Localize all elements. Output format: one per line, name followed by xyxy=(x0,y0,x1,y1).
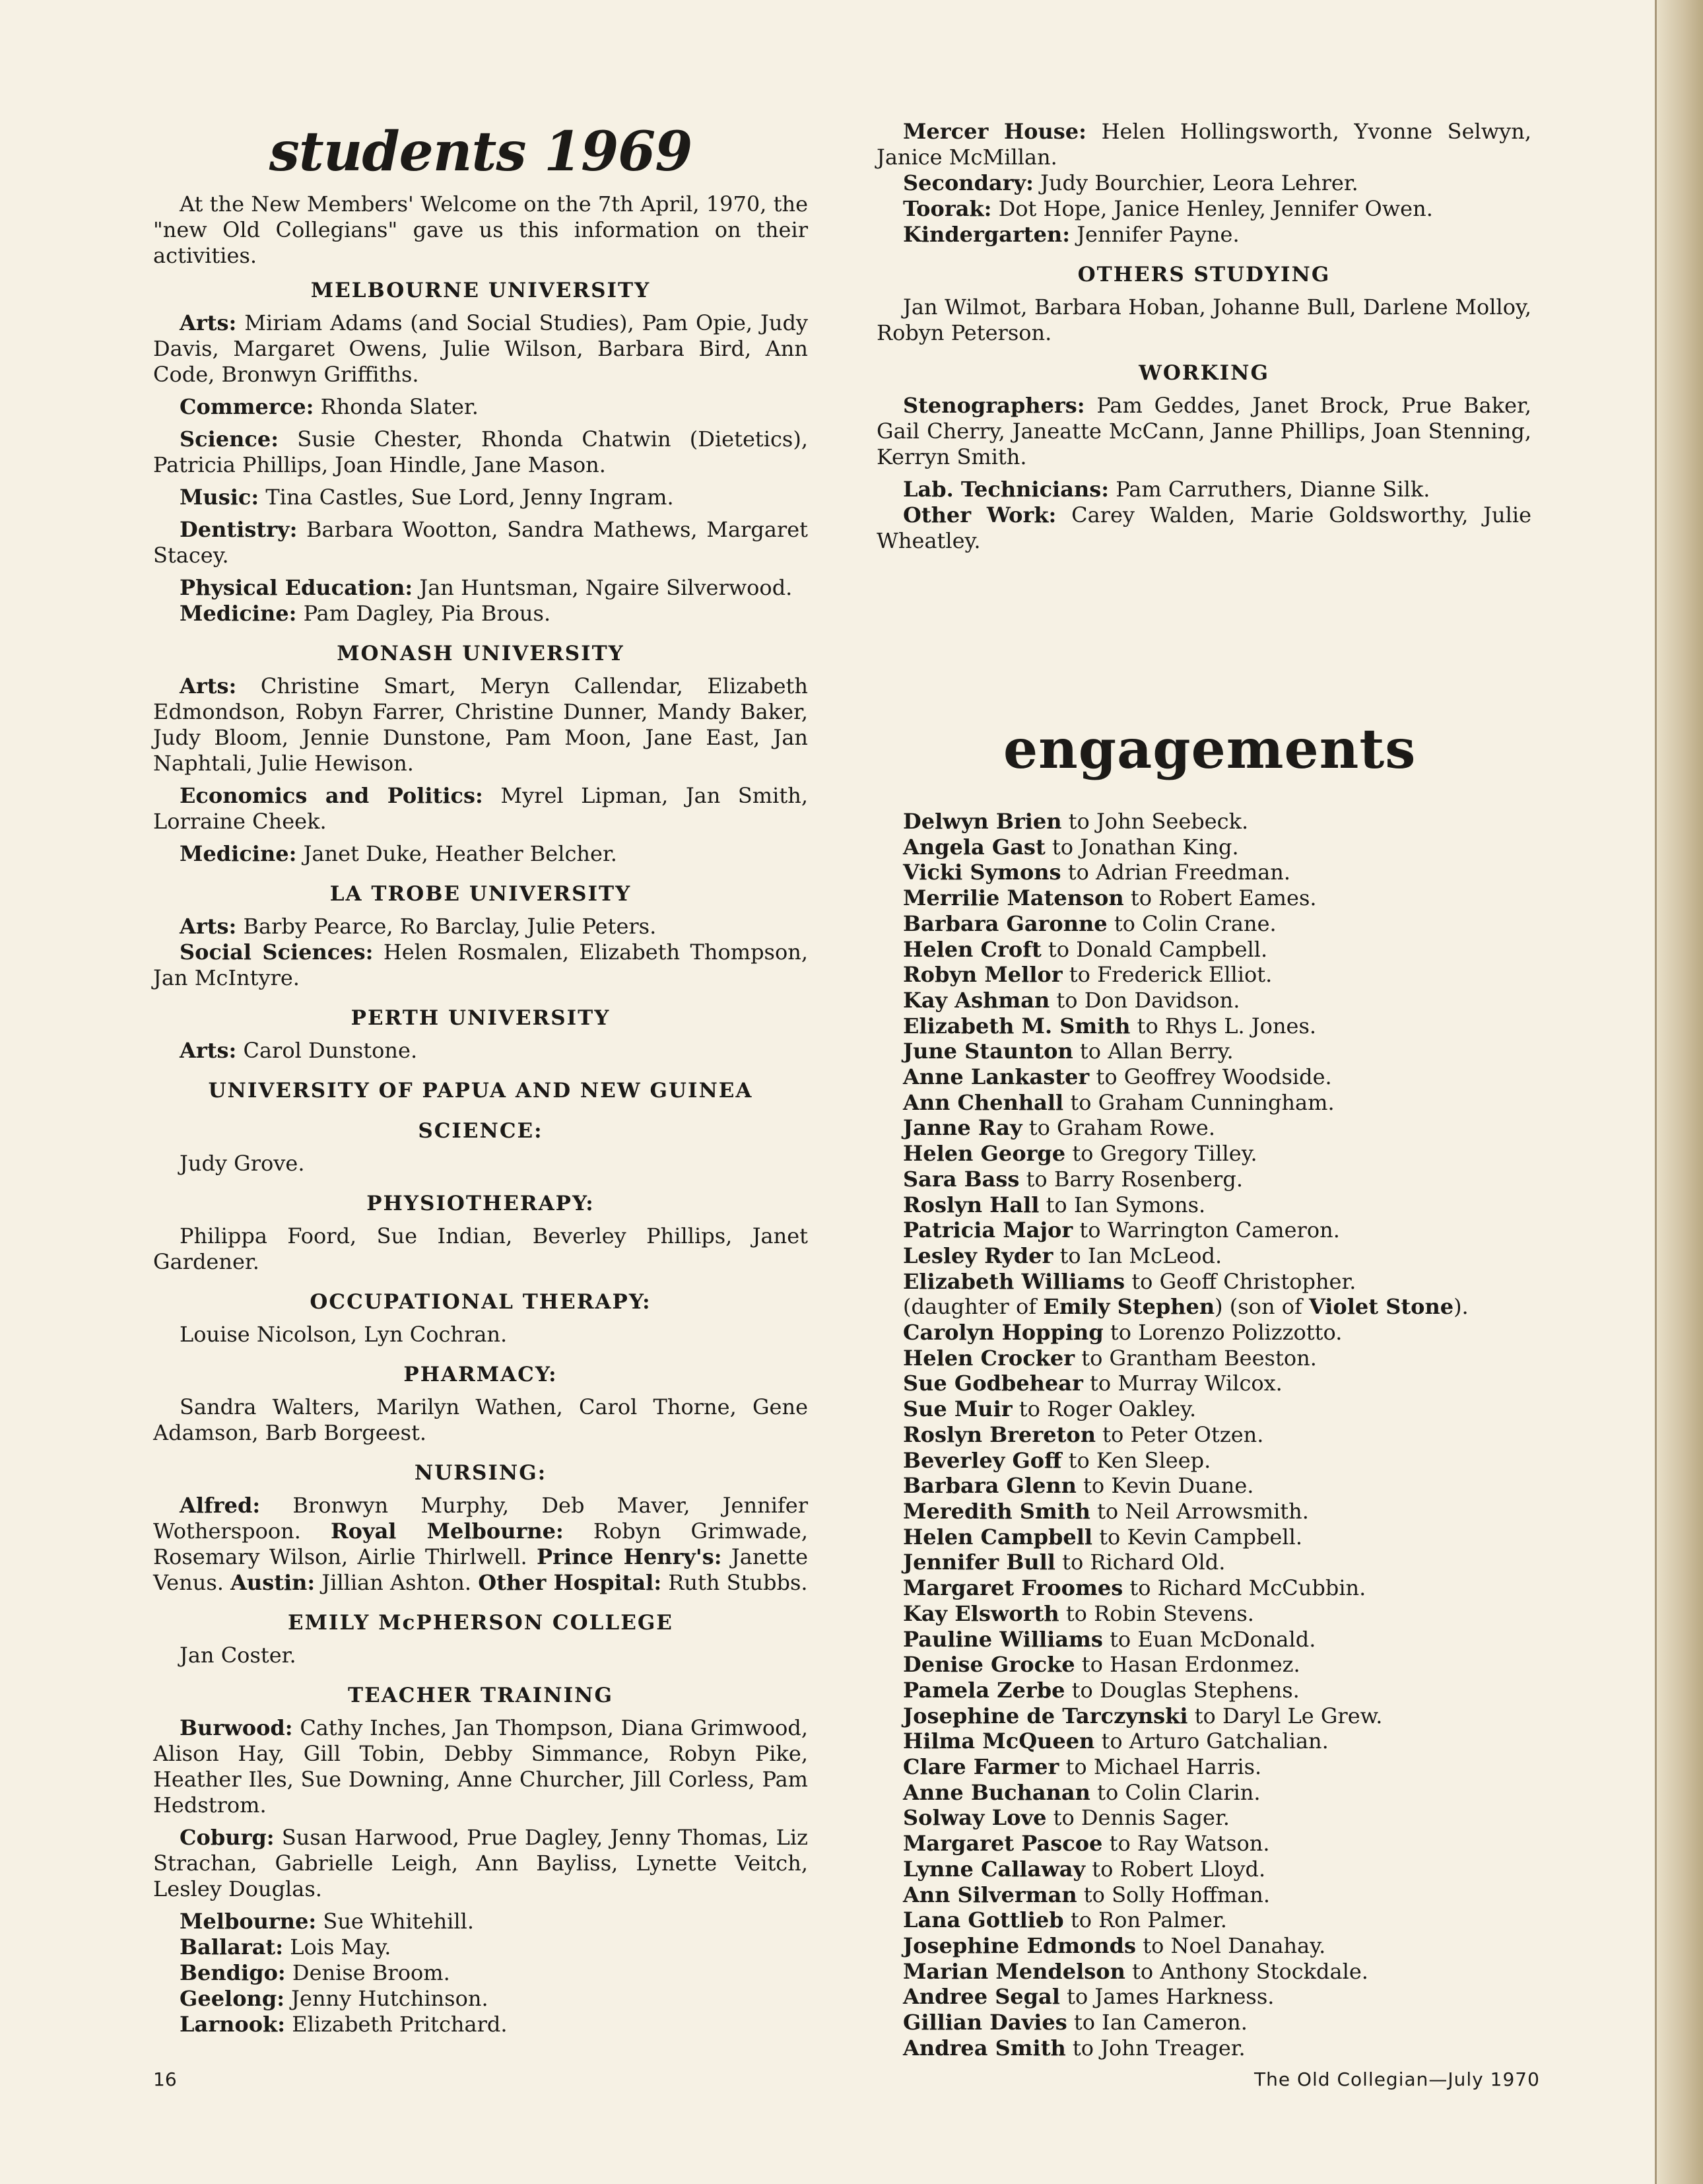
engagement-item: Lynne Callaway to Robert Lloyd. xyxy=(903,1856,1266,1882)
engagement-item: Helen Croft to Donald Campbell. xyxy=(903,936,1268,962)
engagement-item: Sara Bass to Barry Rosenberg. xyxy=(903,1166,1243,1192)
entry-melbourne-science: Science: Susie Chester, Rhonda Chatwin (Dietetics), Patricia Phillips, Joan Hindle, Jane Mason. xyxy=(153,427,809,477)
publication-footer: The Old Collegian—July 1970 xyxy=(1254,2068,1540,2090)
engagement-item: Anne Lankaster to Geoffrey Woodside. xyxy=(903,1064,1332,1090)
entry-melbourne-physical-education: Physical Education: Jan Huntsman, Ngaire Silverwood. xyxy=(180,575,793,600)
engagement-item: Ann Silverman to Solly Hoffman. xyxy=(903,1882,1271,1907)
heading-perth-university: PERTH UNIVERSITY xyxy=(351,1006,611,1030)
entry-teacher-coburg: Coburg: Susan Harwood, Prue Dagley, Jenny Thomas, Liz Strachan, Gabrielle Leigh, Ann Bayliss, Lynette Veitch, Lesley Douglas. xyxy=(153,1825,809,1901)
engagement-item: Beverley Goff to Ken Sleep. xyxy=(903,1447,1211,1473)
entry-melbourne-dentistry: Dentistry: Barbara Wootton, Sandra Mathews, Margaret Stacey. xyxy=(153,517,808,568)
heading-others-studying: OTHERS STUDYING xyxy=(1077,263,1331,287)
entry-papua-science: Judy Grove. xyxy=(180,1151,305,1176)
heading-emily-mcpherson-college: EMILY McPHERSON COLLEGE xyxy=(288,1611,673,1635)
heading-working: WORKING xyxy=(1139,361,1269,385)
entry-monash-economics: Economics and Politics: Myrel Lipman, Jan Smith, Lorraine Cheek. xyxy=(153,783,808,834)
engagement-item: Lana Gottlieb to Ron Palmer. xyxy=(903,1907,1227,1933)
students-title: students 1969 xyxy=(269,120,692,184)
engagement-item: Sue Godbehear to Murray Wilcox. xyxy=(903,1371,1283,1396)
engagement-item: Helen George to Gregory Tilley. xyxy=(903,1141,1257,1167)
engagement-item: Patricia Major to Warrington Cameron. xyxy=(903,1217,1340,1243)
entry-working-stenographers: Stenographers: Pam Geddes, Janet Brock, Prue Baker, Gail Cherry, Janeatte McCann, Janne Phillips, Joan Stenning, Kerryn Smith. xyxy=(877,393,1532,469)
entry-melbourne-music: Music: Tina Castles, Sue Lord, Jenny Ingram. xyxy=(180,485,674,510)
students-intro: At the New Members' Welcome on the 7th April, 1970, the "new Old Collegians" gave us this information on their activities. xyxy=(153,191,808,268)
engagement-item: Denise Grocke to Hasan Erdonmez. xyxy=(903,1652,1300,1678)
engagement-item: Elizabeth Williams to Geoff Christopher. xyxy=(903,1268,1356,1294)
engagement-item: Roslyn Brereton to Peter Otzen. xyxy=(903,1421,1264,1447)
engagement-item: Margaret Pascoe to Ray Watson. xyxy=(903,1831,1270,1857)
entry-teacher-burwood: Burwood: Cathy Inches, Jan Thompson, Diana Grimwood, Alison Hay, Gill Tobin, Debby Simmance, Robyn Pike, Heather Iles, Sue Downing, Anne Churcher, Jill Corless, Pam Hedstrom. xyxy=(153,1715,809,1818)
engagement-item: Robyn Mellor to Frederick Elliot. xyxy=(903,962,1273,988)
engagement-item: Josephine Edmonds to Noel Danahay. xyxy=(903,1932,1326,1958)
heading-papua-new-guinea: UNIVERSITY OF PAPUA AND NEW GUINEA xyxy=(208,1079,753,1103)
engagement-item: Angela Gast to Jonathan King. xyxy=(903,834,1239,860)
engagement-item: (daughter of Emily Stephen) (son of Violet Stone). xyxy=(903,1294,1469,1320)
engagement-item: Jennifer Bull to Richard Old. xyxy=(903,1550,1226,1575)
engagement-item: Elizabeth M. Smith to Rhys L. Jones. xyxy=(903,1013,1317,1039)
engagement-item: Sue Muir to Roger Oakley. xyxy=(903,1396,1197,1422)
heading-papua-pharmacy: PHARMACY: xyxy=(403,1363,558,1386)
entry-working-other-work: Other Work: Carey Walden, Marie Goldsworthy, Julie Wheatley. xyxy=(877,502,1532,553)
entry-papua-occupational-therapy: Louise Nicolson, Lyn Cochran. xyxy=(180,1322,508,1347)
entry-latrobe-social-sciences: Social Sciences: Helen Rosmalen, Elizabeth Thompson, Jan McIntyre. xyxy=(153,939,809,990)
entry-emily-mcpherson: Jan Coster. xyxy=(180,1643,296,1668)
entry-perth-arts: Arts: Carol Dunstone. xyxy=(180,1038,418,1063)
entry-others-studying: Jan Wilmot, Barbara Hoban, Johanne Bull, Darlene Molloy, Robyn Peterson. xyxy=(877,294,1531,345)
engagement-item: Gillian Davies to Ian Cameron. xyxy=(903,2010,1248,2035)
engagement-item: Solway Love to Dennis Sager. xyxy=(903,1805,1230,1831)
engagement-item: Pamela Zerbe to Douglas Stephens. xyxy=(903,1677,1300,1703)
engagement-item: Andree Segal to James Harkness. xyxy=(903,1984,1275,2010)
heading-la-trobe-university: LA TROBE UNIVERSITY xyxy=(329,882,632,906)
engagement-item: Kay Ashman to Don Davidson. xyxy=(903,987,1240,1013)
heading-papua-physiotherapy: PHYSIOTHERAPY: xyxy=(366,1192,595,1215)
entry-working-lab-technicians: Lab. Technicians: Pam Carruthers, Dianne Silk. xyxy=(903,477,1430,502)
engagement-item: Carolyn Hopping to Lorenzo Polizzotto. xyxy=(903,1320,1343,1346)
engagement-item: Janne Ray to Graham Rowe. xyxy=(903,1115,1216,1141)
heading-teacher-training: TEACHER TRAINING xyxy=(348,1684,613,1707)
engagement-item: Lesley Ryder to Ian McLeod. xyxy=(903,1243,1222,1268)
entry-teacher-kindergarten: Kindergarten: Jennifer Payne. xyxy=(903,222,1240,247)
heading-papua-science: SCIENCE: xyxy=(418,1119,543,1143)
engagement-item: Delwyn Brien to John Seebeck. xyxy=(903,809,1249,834)
entry-teacher-mercer-house: Mercer House: Helen Hollingsworth, Yvonne Selwyn, Janice McMillan. xyxy=(877,119,1532,170)
page-number: 16 xyxy=(153,2068,177,2090)
students-column-left xyxy=(153,119,808,2037)
heading-monash-university: MONASH UNIVERSITY xyxy=(337,642,624,665)
engagement-item: Kay Elsworth to Robin Stevens. xyxy=(903,1600,1254,1626)
entry-monash-arts: Arts: Christine Smart, Meryn Callendar, Elizabeth Edmondson, Robyn Farrer, Christine Dunner, Mandy Baker, Judy Bloom, Jennie Dunstone, Pam Moon, Jane East, Jan Naphtali, Julie Hewison. xyxy=(153,673,809,776)
engagement-item: Barbara Garonne to Colin Crane. xyxy=(903,910,1277,936)
engagement-item: Ann Chenhall to Graham Cunningham. xyxy=(903,1089,1335,1115)
students-column-right xyxy=(877,119,1531,561)
engagement-item: Helen Campbell to Kevin Campbell. xyxy=(903,1524,1302,1550)
entry-latrobe-arts: Arts: Barby Pearce, Ro Barclay, Julie Peters. xyxy=(180,914,657,939)
engagement-item: Merrilie Matenson to Robert Eames. xyxy=(903,885,1317,911)
engagement-item: Marian Mendelson to Anthony Stockdale. xyxy=(903,1958,1368,1984)
entry-teacher-larnook: Larnook: Elizabeth Pritchard. xyxy=(180,2012,508,2037)
entry-teacher-secondary: Secondary: Judy Bourchier, Leora Lehrer. xyxy=(903,170,1358,195)
engagement-item: Barbara Glenn to Kevin Duane. xyxy=(903,1473,1254,1499)
entry-teacher-melbourne: Melbourne: Sue Whitehill. xyxy=(180,1909,475,1934)
entry-melbourne-arts: Arts: Miriam Adams (and Social Studies), Pam Opie, Judy Davis, Margaret Owens, Julie Wilson, Barbara Bird, Ann Code, Bronwyn Griffiths. xyxy=(153,310,809,387)
entry-papua-physiotherapy: Philippa Foord, Sue Indian, Beverley Phillips, Janet Gardener. xyxy=(153,1223,808,1274)
page-edge xyxy=(1655,0,1703,2184)
entry-teacher-geelong: Geelong: Jenny Hutchinson. xyxy=(180,1986,488,2011)
entry-monash-medicine: Medicine: Janet Duke, Heather Belcher. xyxy=(180,841,617,866)
engagement-item: June Staunton to Allan Berry. xyxy=(903,1039,1234,1064)
engagement-item: Margaret Froomes to Richard McCubbin. xyxy=(903,1575,1366,1601)
engagement-item: Pauline Williams to Euan McDonald. xyxy=(903,1626,1316,1652)
entry-teacher-ballarat: Ballarat: Lois May. xyxy=(180,1934,391,1960)
entry-teacher-toorak: Toorak: Dot Hope, Janice Henley, Jennifer Owen. xyxy=(903,196,1433,221)
engagement-item: Clare Farmer to Michael Harris. xyxy=(903,1754,1262,1780)
engagement-item: Meredith Smith to Neil Arrowsmith. xyxy=(903,1498,1309,1524)
engagement-item: Roslyn Hall to Ian Symons. xyxy=(903,1192,1206,1217)
heading-papua-occupational-therapy: OCCUPATIONAL THERAPY: xyxy=(310,1290,651,1314)
entry-melbourne-medicine: Medicine: Pam Dagley, Pia Brous. xyxy=(180,601,551,626)
engagements-title: engagements xyxy=(1003,718,1417,781)
entry-teacher-bendigo: Bendigo: Denise Broom. xyxy=(180,1960,450,1985)
entry-papua-pharmacy: Sandra Walters, Marilyn Wathen, Carol Thorne, Gene Adamson, Barb Borgeest. xyxy=(153,1394,808,1445)
engagement-item: Josephine de Tarczynski to Daryl Le Grew. xyxy=(903,1703,1383,1728)
engagement-item: Anne Buchanan to Colin Clarin. xyxy=(903,1779,1261,1805)
engagement-item: Hilma McQueen to Arturo Gatchalian. xyxy=(903,1728,1329,1754)
heading-melbourne-university: MELBOURNE UNIVERSITY xyxy=(310,279,651,302)
entry-melbourne-commerce: Commerce: Rhonda Slater. xyxy=(180,394,479,419)
heading-papua-nursing: NURSING: xyxy=(414,1461,547,1485)
engagements-list xyxy=(903,809,1497,2061)
entry-papua-nursing: Alfred: Bronwyn Murphy, Deb Maver, Jennifer Wotherspoon. Royal Melbourne: Robyn Grimwade, Rosemary Wilson, Airlie Thirlwell. Prince Henry's: Janette Venus. Austin: Jillian Ashton. Other Hospital: Ruth Stubbs. xyxy=(153,1493,809,1595)
engagement-item: Vicki Symons to Adrian Freedman. xyxy=(903,860,1291,885)
engagement-item: Helen Crocker to Grantham Beeston. xyxy=(903,1345,1317,1371)
engagement-item: Andrea Smith to John Treager. xyxy=(903,2035,1246,2061)
